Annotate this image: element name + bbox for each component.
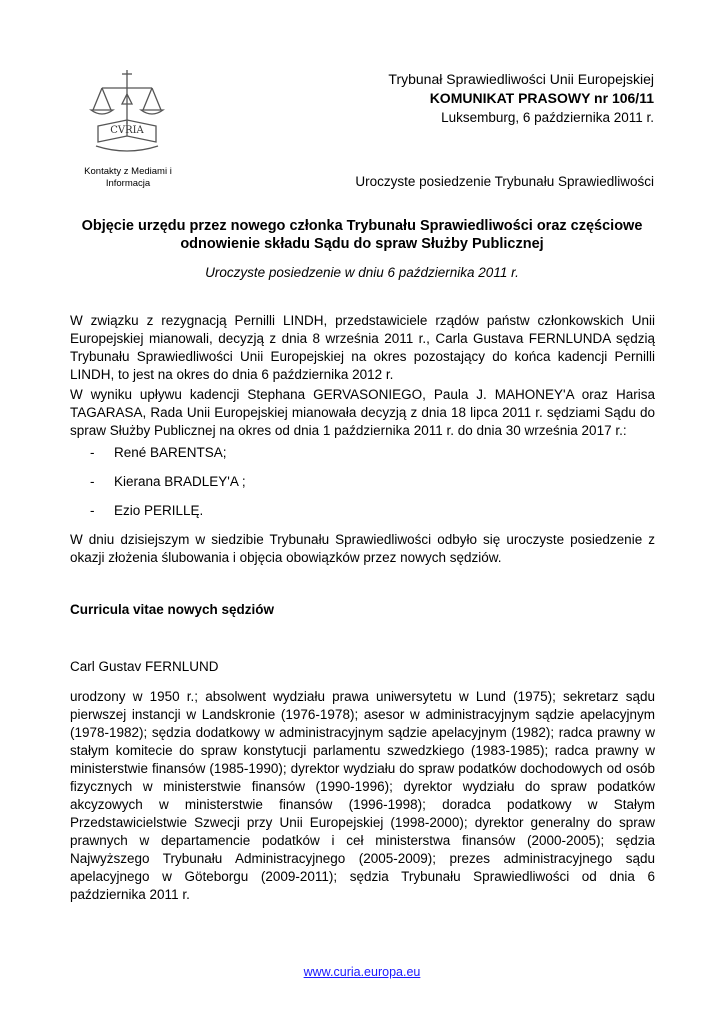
- place-date: Luksemburg, 6 października 2011 r.: [441, 110, 654, 125]
- curia-website-link[interactable]: www.curia.europa.eu: [303, 965, 421, 979]
- header-subject: Uroczyste posiedzenie Trybunału Sprawiedliwości: [355, 174, 654, 189]
- footer: [0, 964, 724, 980]
- bullet-dash: -: [90, 474, 95, 489]
- logo-text: CVRIA: [110, 125, 144, 136]
- header-right: [388, 70, 654, 127]
- cv-section-heading: Curricula vitae nowych sędziów: [70, 602, 275, 617]
- judge-name: Kierana BRADLEY'A ;: [114, 474, 246, 489]
- paragraph-1: W związku z rezygnacją Pernilli LINDH, przedstawiciele rządów państw członkowskich Unii Europejskiej mianowali, decyzją z dnia 8 września 2011 r., Carla Gustava FERNLUNDA sędzią Trybunału Sprawiedliwości Unii Europejskiej na okres pozostający do końca kadencji Pernilli LINDH, to jest na okres do dnia 6 października 2012 r.: [70, 313, 655, 382]
- cv-person-name: Carl Gustav FERNLUND: [70, 659, 219, 674]
- paragraph-3: W dniu dzisiejszym w siedzibie Trybunału Sprawiedliwości odbyło się uroczyste posiedzenie z okazji złożenia ślubowania i objęcia obowiązków przez nowych sędziów.: [70, 532, 655, 565]
- judge-name: René BARENTSA;: [114, 445, 227, 460]
- document-title: Objęcie urzędu przez nowego członka Trybunału Sprawiedliwości oraz częściowe odnowienie składu Sądu do spraw Służby Publicznej: [81, 218, 643, 252]
- cv-text: urodzony w 1950 r.; absolwent wydziału prawa uniwersytetu w Lund (1975); sekretarz sądu pierwszej instancji w Landskronie (1976-1978); asesor w administracyjnym sądzie apelacyjnym (1978-1982); sędzia dodatkowy w administracyjnym sądzie apelacyjnym (1982); radca prawny w stałym komitecie do spraw konstytucji parlamentu szwedzkiego (1983-1985); radca prawny w ministerstwie finansów (1985-1990); dyrektor wydziału do spraw podatków dochodowych od osób fizycznych w ministerstwie finansów (1990-1996); dyrektor wydziału do spraw podatków akcyzowych w ministerstwie finansów (1996-1998); doradca podatkowy w Stałym Przedstawicielstwie Szwecji przy Unii Europejskiej (1998-2000); dyrektor generalny do spraw prawnych w departamencie podatków i ceł ministerstwa finansów (2000-2005); sędzia Najwyższego Trybunału Administracyjnego (2005-2009); prezes administracyjnego sądu apelacyjnego w Göteborgu (2009-2011); sędzia Trybunału Sprawiedliwości od dnia 6 października 2011 r.: [70, 689, 655, 902]
- curia-logo: [86, 66, 168, 156]
- list-item: [90, 502, 246, 531]
- list-item: [90, 444, 246, 473]
- paragraph-2: W wyniku upływu kadencji Stephana GERVASONIEGO, Paula J. MAHONEY'A oraz Harisa TAGARASA, Rada Unii Europejskiej mianowała decyzją z dnia 18 lipca 2011 r. sędziami Sądu do spraw Służby Publicznej na okres od dnia 1 października 2011 r. do dnia 30 września 2017 r.:: [70, 387, 655, 438]
- judge-name: Ezio PERILLĘ.: [114, 503, 204, 518]
- bullet-dash: -: [90, 445, 95, 460]
- court-name: Trybunał Sprawiedliwości Unii Europejskiej: [388, 71, 654, 87]
- press-release-number: KOMUNIKAT PRASOWY nr 106/11: [429, 90, 654, 106]
- bullet-dash: -: [90, 503, 95, 518]
- judges-list: [90, 444, 246, 531]
- list-item: [90, 473, 246, 502]
- media-contacts-label: Kontakty z Mediami i Informacja: [84, 166, 172, 189]
- document-subtitle: Uroczyste posiedzenie w dniu 6 października 2011 r.: [205, 265, 519, 280]
